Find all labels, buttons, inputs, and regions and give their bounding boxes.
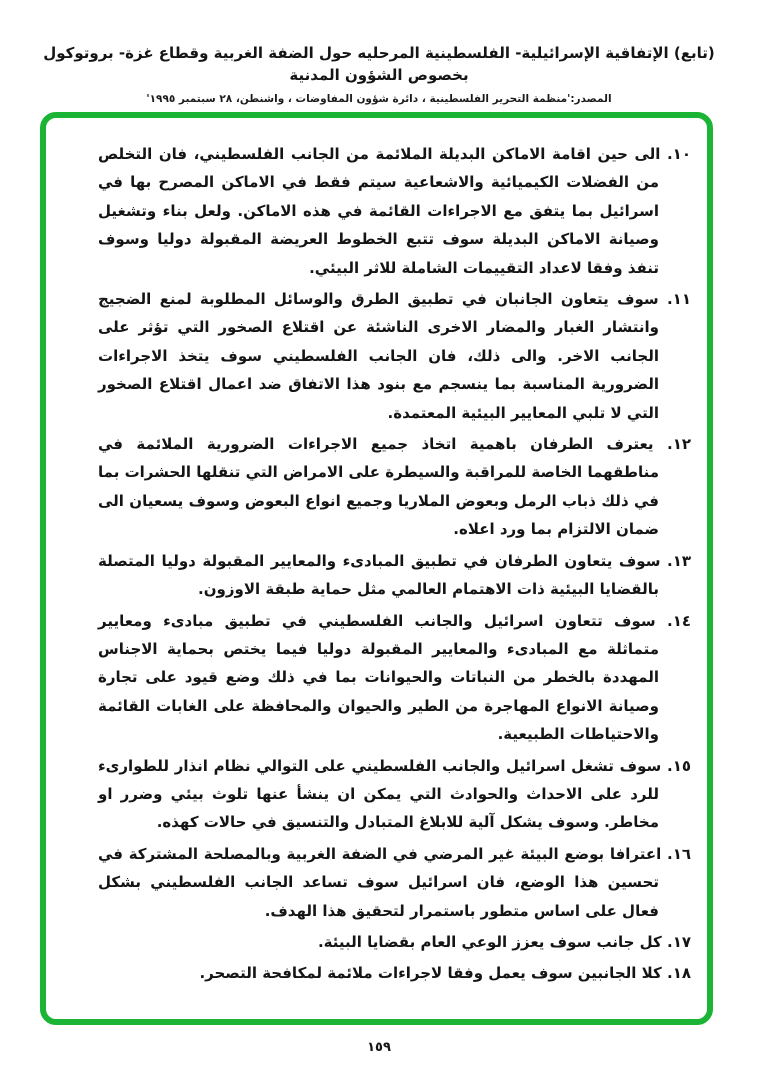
- numbered-items-list: [46, 118, 707, 988]
- list-item-13: [98, 547, 691, 604]
- item-text: اعترافا بوضع البيئة غير المرضي في الضفة الغربية وبالمصلحة المشتركة في تحسين هذا الوضع، فان اسرائيل سوف تساعد الجانب الفلسطيني بشكل فعال على اساس متطور باستمرار لتحقيق هذا الهدف.: [98, 844, 662, 920]
- page-header: [0, 42, 758, 105]
- item-text: سوف يتعاون الجانبان في تطبيق الطرق والوسائل المطلوبة لمنع الضجيج وانتشار الغبار والمضار الاخرى الناشئة عن اقتلاع الصخور التي تؤثر على الجانب الاخر. والى ذلك، فان الجانب الفلسطيني سوف يتخذ الاجراءات الضرورية المناسبة بما ينسجم مع بنود هذا الاتفاق ضد اعمال اقتلاع الصخور التي لا تلبي المعايير البيئية المعتمدة.: [98, 290, 659, 422]
- document-source-line: المصدر:'منظمة التحرير الفلسطينية ، دائرة شؤون المفاوضات ، واشنطن، ٢٨ سبتمبر ١٩٩٥': [146, 93, 612, 105]
- item-text: يعترف الطرفان باهمية اتخاذ جميع الاجراءات الضرورية الملائمة في مناطقهما الخاصة للمراقبة والسيطرة على الامراض التي تنقلها الحشرات بما في ذلك ذباب الرمل وبعوض الملاريا وجميع انواع البعوض وسوف يسعيان الى ضمان الالتزام بما ورد اعلاه.: [98, 435, 659, 539]
- item-text: سوف تتعاون اسرائيل والجانب الفلسطيني في تطبيق مبادىء ومعايير متماثلة مع المبادىء والمعايير المقبولة دوليا فيما يختص بحماية الاجناس المهددة بالخطر من النباتات والحيوانات بما في ذلك وضع قيود على تجارة وصيانة الانواع المهاجرة من الطير والحيوان والمحافظة على الغابات القائمة والاحتياطات الطبيعية.: [98, 611, 659, 744]
- item-number: ١٢.: [666, 435, 691, 454]
- item-text: كل جانب سوف يعزز الوعي العام بقضايا البيئة.: [317, 932, 662, 951]
- item-text: سوف تشغل اسرائيل والجانب الفلسطيني على التوالي نظام انذار للطوارىء للرد على الاحداث والحوادث التي يمكن ان ينشأ عنها تلوث بيئي وضرر او مخاطر. وسوف يشكل آلية للابلاغ المتبادل والتنسيق في حالات كهذه.: [98, 756, 662, 832]
- item-text: كلا الجانبين سوف يعمل وفقا لاجراءات ملائمة لمكافحة التصحر.: [199, 964, 662, 983]
- document-title: (تابع) الإتفاقية الإسرائيلية- الفلسطينية المرحليه حول الضفة الغربية وقطاع غزة- بروتوكول بخصوص الشؤون المدنية: [43, 44, 715, 84]
- item-number: ١٠.: [666, 145, 691, 163]
- item-text: سوف يتعاون الطرفان في تطبيق المبادىء والمعايير المقبولة دوليا المتصلة بالقضايا البيئية ذات الاهتمام العالمي مثل حماية طبقة الاوزون.: [98, 551, 661, 599]
- item-number: ١٦.: [666, 844, 691, 863]
- item-text: الى حين اقامة الاماكن البديلة الملائمة من الجانب الفلسطيني، فان التخلص من الفضلات الكيميائية والاشعاعية سيتم فقط في الاماكن المصرح بها في اسرائيل بما يتفق مع الاجراءات القائمة في هذه الاماكن. ولعل بناء وتشغيل وصيانة الاماكن البديلة سوف تتبع الخطوط العريضة المقبولة دوليا وسوف تنفذ وفقا لاعداد التقييمات الشاملة للاثر البيئي.: [98, 145, 661, 277]
- list-item-17: [98, 928, 691, 956]
- list-item-16: [98, 840, 691, 925]
- item-number: ١٣.: [666, 551, 691, 570]
- list-item-18: [98, 959, 691, 987]
- item-number: ١١.: [666, 290, 691, 309]
- page-number: ١٥٩: [367, 1040, 391, 1055]
- item-number: ١٤.: [666, 611, 691, 630]
- item-number: ١٥.: [666, 756, 691, 775]
- item-number: ١٨.: [666, 964, 691, 983]
- list-item-15: [98, 752, 691, 837]
- green-border-box: [40, 112, 713, 1025]
- list-item-14: [98, 607, 691, 749]
- list-item-11: [98, 285, 691, 427]
- item-number: ١٧.: [666, 932, 691, 951]
- list-item-10: [98, 140, 691, 282]
- page-footer: [0, 1036, 758, 1055]
- list-item-12: [98, 430, 691, 544]
